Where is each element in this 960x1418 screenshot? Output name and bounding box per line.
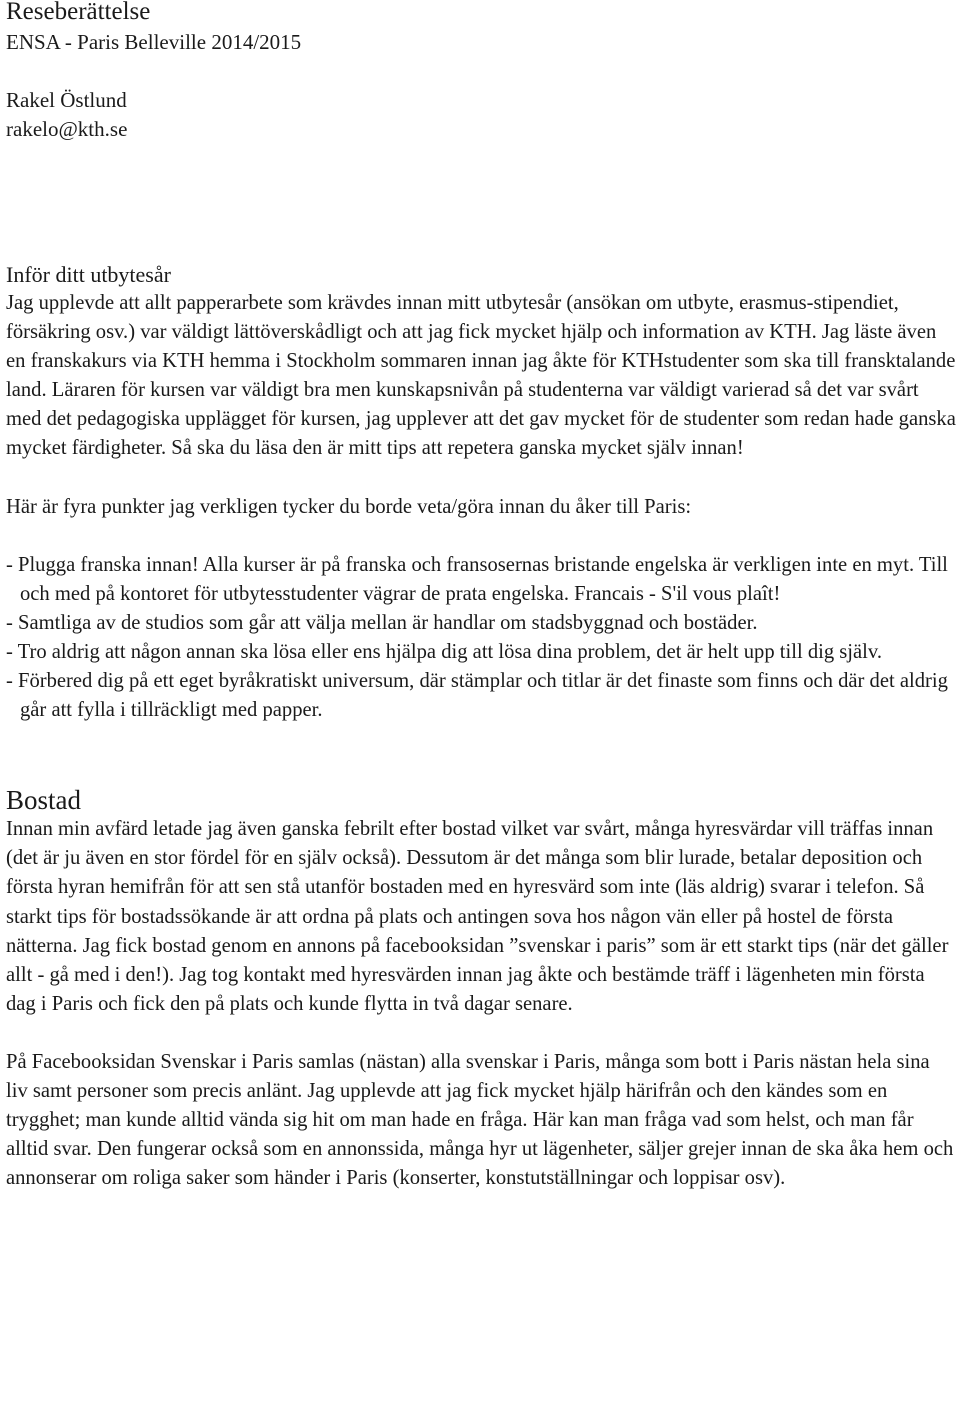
author-name: Rakel Östlund bbox=[6, 88, 127, 112]
section-heading-preparation: Inför ditt utbytesår bbox=[6, 262, 171, 287]
document-page bbox=[6, 0, 956, 1193]
spacer bbox=[6, 1019, 956, 1048]
spacer bbox=[6, 522, 956, 551]
spacer bbox=[6, 464, 956, 493]
list-item: - Plugga franska innan! Alla kurser är på franska och fransosernas bristande engelska är verkligen inte en myt. Till och med på kontoret för utbytesstudenter vägrar de prata engelska. Francais - S'il vous plaît! bbox=[6, 553, 948, 605]
document-title: Reseberättelse bbox=[6, 0, 151, 25]
list-item: - Samtliga av de studios som går att välja mellan är handlar om stadsbyggnad och bostäder. bbox=[6, 611, 758, 634]
document-subtitle: ENSA - Paris Belleville 2014/2015 bbox=[6, 30, 302, 54]
list-item: - Förbered dig på ett eget byråkratiskt universum, där stämplar och titlar är det finaste som finns och där det aldrig går att fylla i tillräckligt med papper. bbox=[6, 670, 948, 722]
tips-list bbox=[6, 551, 956, 726]
list-item: - Tro aldrig att någon annan ska lösa eller ens hjälpa dig att lösa dina problem, det är helt upp till dig själv. bbox=[6, 640, 882, 663]
points-intro: Här är fyra punkter jag verkligen tycker du borde veta/göra innan du åker till Paris: bbox=[6, 495, 692, 518]
spacer bbox=[6, 144, 956, 260]
spacer bbox=[6, 57, 956, 86]
section-heading-housing: Bostad bbox=[6, 785, 82, 816]
section-paragraph-housing-1: Innan min avfärd letade jag även ganska febrilt efter bostad vilket var svårt, många hyresvärdar vill träffas innan (det är ju även en stor fördel för en själv också). Dessutom är det många som blir lurade, betalar deposition och första hyran hemifrån för att sen stå utanför bostaden med en hyresvärd som inte (läs aldrig) svarar i telefon. Så starkt tips för bostadssökande är att ordna på plats och antingen sova hos någon vän eller på hostel de första nätterna. Jag fick bostad genom en annons på facebooksidan ”svenskar i paris” som är ett starkt tips (när det gäller allt - gå med i den!). Jag tog kontakt med hyresvärden innan jag åkte och bestämde träff i lägenheten min första dag i Paris och fick den på plats och kunde flytta in två dagar senare. bbox=[6, 818, 949, 1015]
section-paragraph-housing-2: På Facebooksidan Svenskar i Paris samlas (nästan) alla svenskar i Paris, många som bott i Paris nästan hela sina liv samt personer som precis anlänt. Jag upplevde att jag fick mycket hjälp härifrån och den kändes som en trygghet; man kunde alltid vända sig hit om man hade en fråga. Här kan man fråga vad som helst, och man får alltid svar. Den fungerar också som en annonssida, många hyr ut lägenheter, säljer grejer innan de ska åka hem och annonserar om roliga saker som händer i Paris (konserter, konstutställningar och loppisar osv). bbox=[6, 1050, 954, 1190]
spacer bbox=[6, 725, 956, 785]
section-paragraph-preparation: Jag upplevde att allt papperarbete som krävdes innan mitt utbytesår (ansökan om utbyte, erasmus-stipendiet, försäkring osv.) var väldigt lättöverskådligt och att jag fick mycket hjälp och information av KTH. Jag läste även en franskakurs via KTH hemma i Stockholm sommaren innan jag åkte för KTHstudenter som ska till fransktalande land. Läraren för kursen var väldigt bra men kunskapsnivån på studenterna var väldigt varierad så det var svårt med det pedagogiska upplägget för kursen, jag upplever att det gav mycket för de studenter som redan hade ganska mycket färdigheter. Så ska du läsa den är mitt tips att repetera ganska mycket själv innan! bbox=[6, 292, 956, 460]
author-email: rakelo@kth.se bbox=[6, 117, 128, 141]
